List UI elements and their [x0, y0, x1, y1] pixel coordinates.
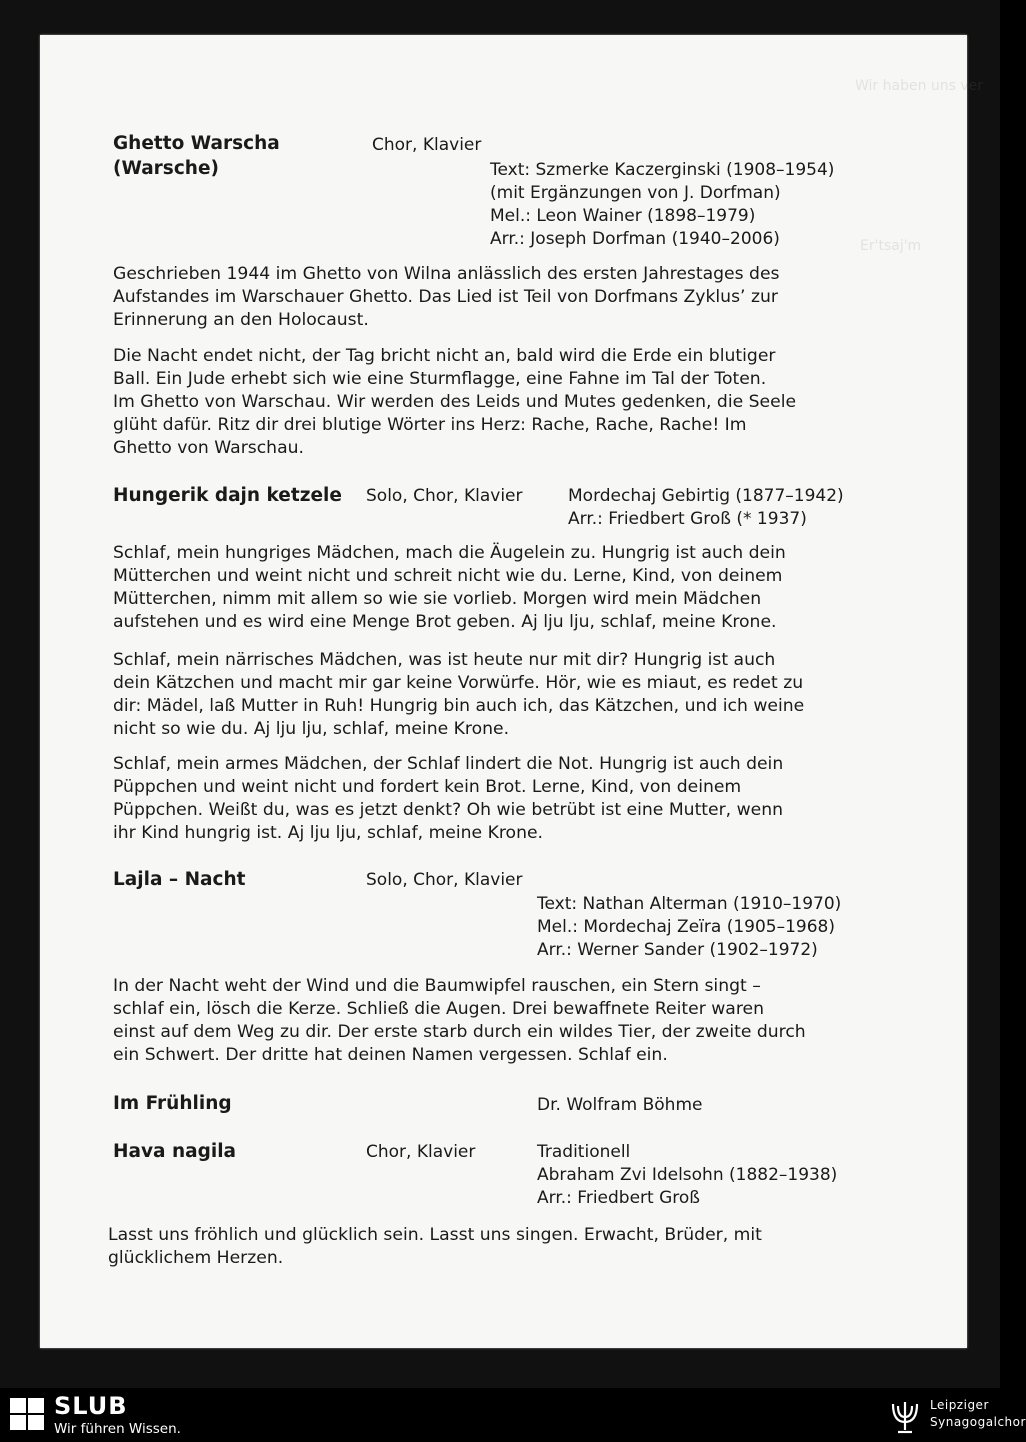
song-note: Geschrieben 1944 im Ghetto von Wilna anlässlich des ersten Jahrestages des Aufstandes im Warschauer Ghetto. Das Lied ist Teil von Dorfmans Zyklus’ zur Erinnerung an den Holocaust. — [113, 264, 780, 330]
song-credits: Text: Szmerke Kaczerginski (1908–1954) (mit Ergänzungen von J. Dorfman) Mel.: Leon Wainer (1898–1979) Arr.: Joseph Dorfman (1940–2006) — [490, 160, 835, 249]
show-through: Wir haben uns ver — [855, 78, 984, 94]
slub-tagline: Wir führen Wissen. — [54, 1421, 181, 1437]
song-title: Ghetto Warscha (Warsche) — [113, 133, 280, 179]
song-credits: Mordechaj Gebirtig (1877–1942) Arr.: Friedbert Groß (* 1937) — [568, 486, 844, 529]
song-scoring: Solo, Chor, Klavier — [366, 486, 523, 506]
song-translation: Die Nacht endet nicht, der Tag bricht nicht an, bald wird die Erde ein blutiger Ball. Ein Jude erhebt sich wie eine Sturmflagge, eine Fahne im Tal der Toten. Im Ghetto von Warschau. Wir werden des Leids und Mutes gedenken, die Seele glüht dafür. Ritz dir drei blutige Wörter ins Herz: Rache, Rache, Rache! Im Ghetto von Warschau. — [113, 346, 797, 458]
partner-name-line1: Leipziger — [930, 1398, 989, 1412]
song-translation: Schlaf, mein armes Mädchen, der Schlaf lindert die Not. Hungrig ist auch dein Püppchen und weint nicht und fordert kein Brot. Lerne, Kind, von deinem Püppchen. Weißt du, was es jetzt denkt? Oh wie betrübt ist eine Mutter, wenn ihr Kind hungrig ist. Aj lju lju, schlaf, meine Krone. — [113, 754, 784, 843]
song-credits: Text: Nathan Alterman (1910–1970) Mel.: Mordechaj Zeïra (1905–1968) Arr.: Werner Sander (1902–1972) — [537, 894, 842, 960]
song-scoring: Solo, Chor, Klavier — [366, 870, 523, 890]
song-scoring: Chor, Klavier — [372, 135, 482, 155]
song-credits: Traditionell Abraham Zvi Idelsohn (1882–1938) Arr.: Friedbert Groß — [537, 1142, 838, 1208]
song-translation: Lasst uns fröhlich und glücklich sein. Lasst uns singen. Erwacht, Brüder, mit glücklichem Herzen. — [108, 1225, 762, 1268]
menorah-logo-icon — [888, 1394, 922, 1436]
song-translation: Schlaf, mein hungriges Mädchen, mach die Äugelein zu. Hungrig ist auch dein Mütterchen und weint nicht und schreit nicht wie du. Lerne, Kind, von deinem Mütterchen, nimm mit allem so wie sie vorlieb. Morgen wird mein Mädchen aufstehen und es wird eine Menge Brot geben. Aj lju lju, schlaf, meine Krone. — [113, 543, 786, 632]
song-title: Hava nagila — [113, 1141, 237, 1162]
song-translation: Schlaf, mein närrisches Mädchen, was ist heute nur mit dir? Hungrig ist auch dein Kätzchen und macht mir gar keine Vorwürfe. Hör, wie es miaut, es redet zu dir: Mädel, laß Mutter in Ruh! Hungrig bin auch ich, das Kätzchen, und ich weine nicht so wie du. Aj lju lju, schlaf, meine Krone. — [113, 650, 805, 739]
partner-name-line2: Synagogalchor — [930, 1415, 1026, 1429]
song-title: Hungerik dajn ketzele — [113, 485, 342, 506]
slub-logo-icon — [10, 1398, 44, 1430]
program-page — [40, 35, 984, 1348]
song-title: Lajla – Nacht — [113, 869, 246, 890]
slub-brand[interactable]: SLUB — [54, 1392, 128, 1420]
footer-bar — [0, 1388, 1026, 1442]
song-scoring: Chor, Klavier — [366, 1142, 476, 1162]
show-through: Er'tsaj'm — [860, 238, 922, 254]
song-translation: In der Nacht weht der Wind und die Baumwipfel rauschen, ein Stern singt – schlaf ein, lösch die Kerze. Schließ die Augen. Drei bewaffnete Reiter waren einst auf dem Weg zu dir. Der erste starb durch ein wildes Tier, der zweite durch ein Schwert. Der dritte hat deinen Namen vergessen. Schlaf ein. — [113, 976, 806, 1065]
song-title: Im Frühling — [113, 1093, 232, 1114]
song-credits: Dr. Wolfram Böhme — [537, 1095, 703, 1115]
